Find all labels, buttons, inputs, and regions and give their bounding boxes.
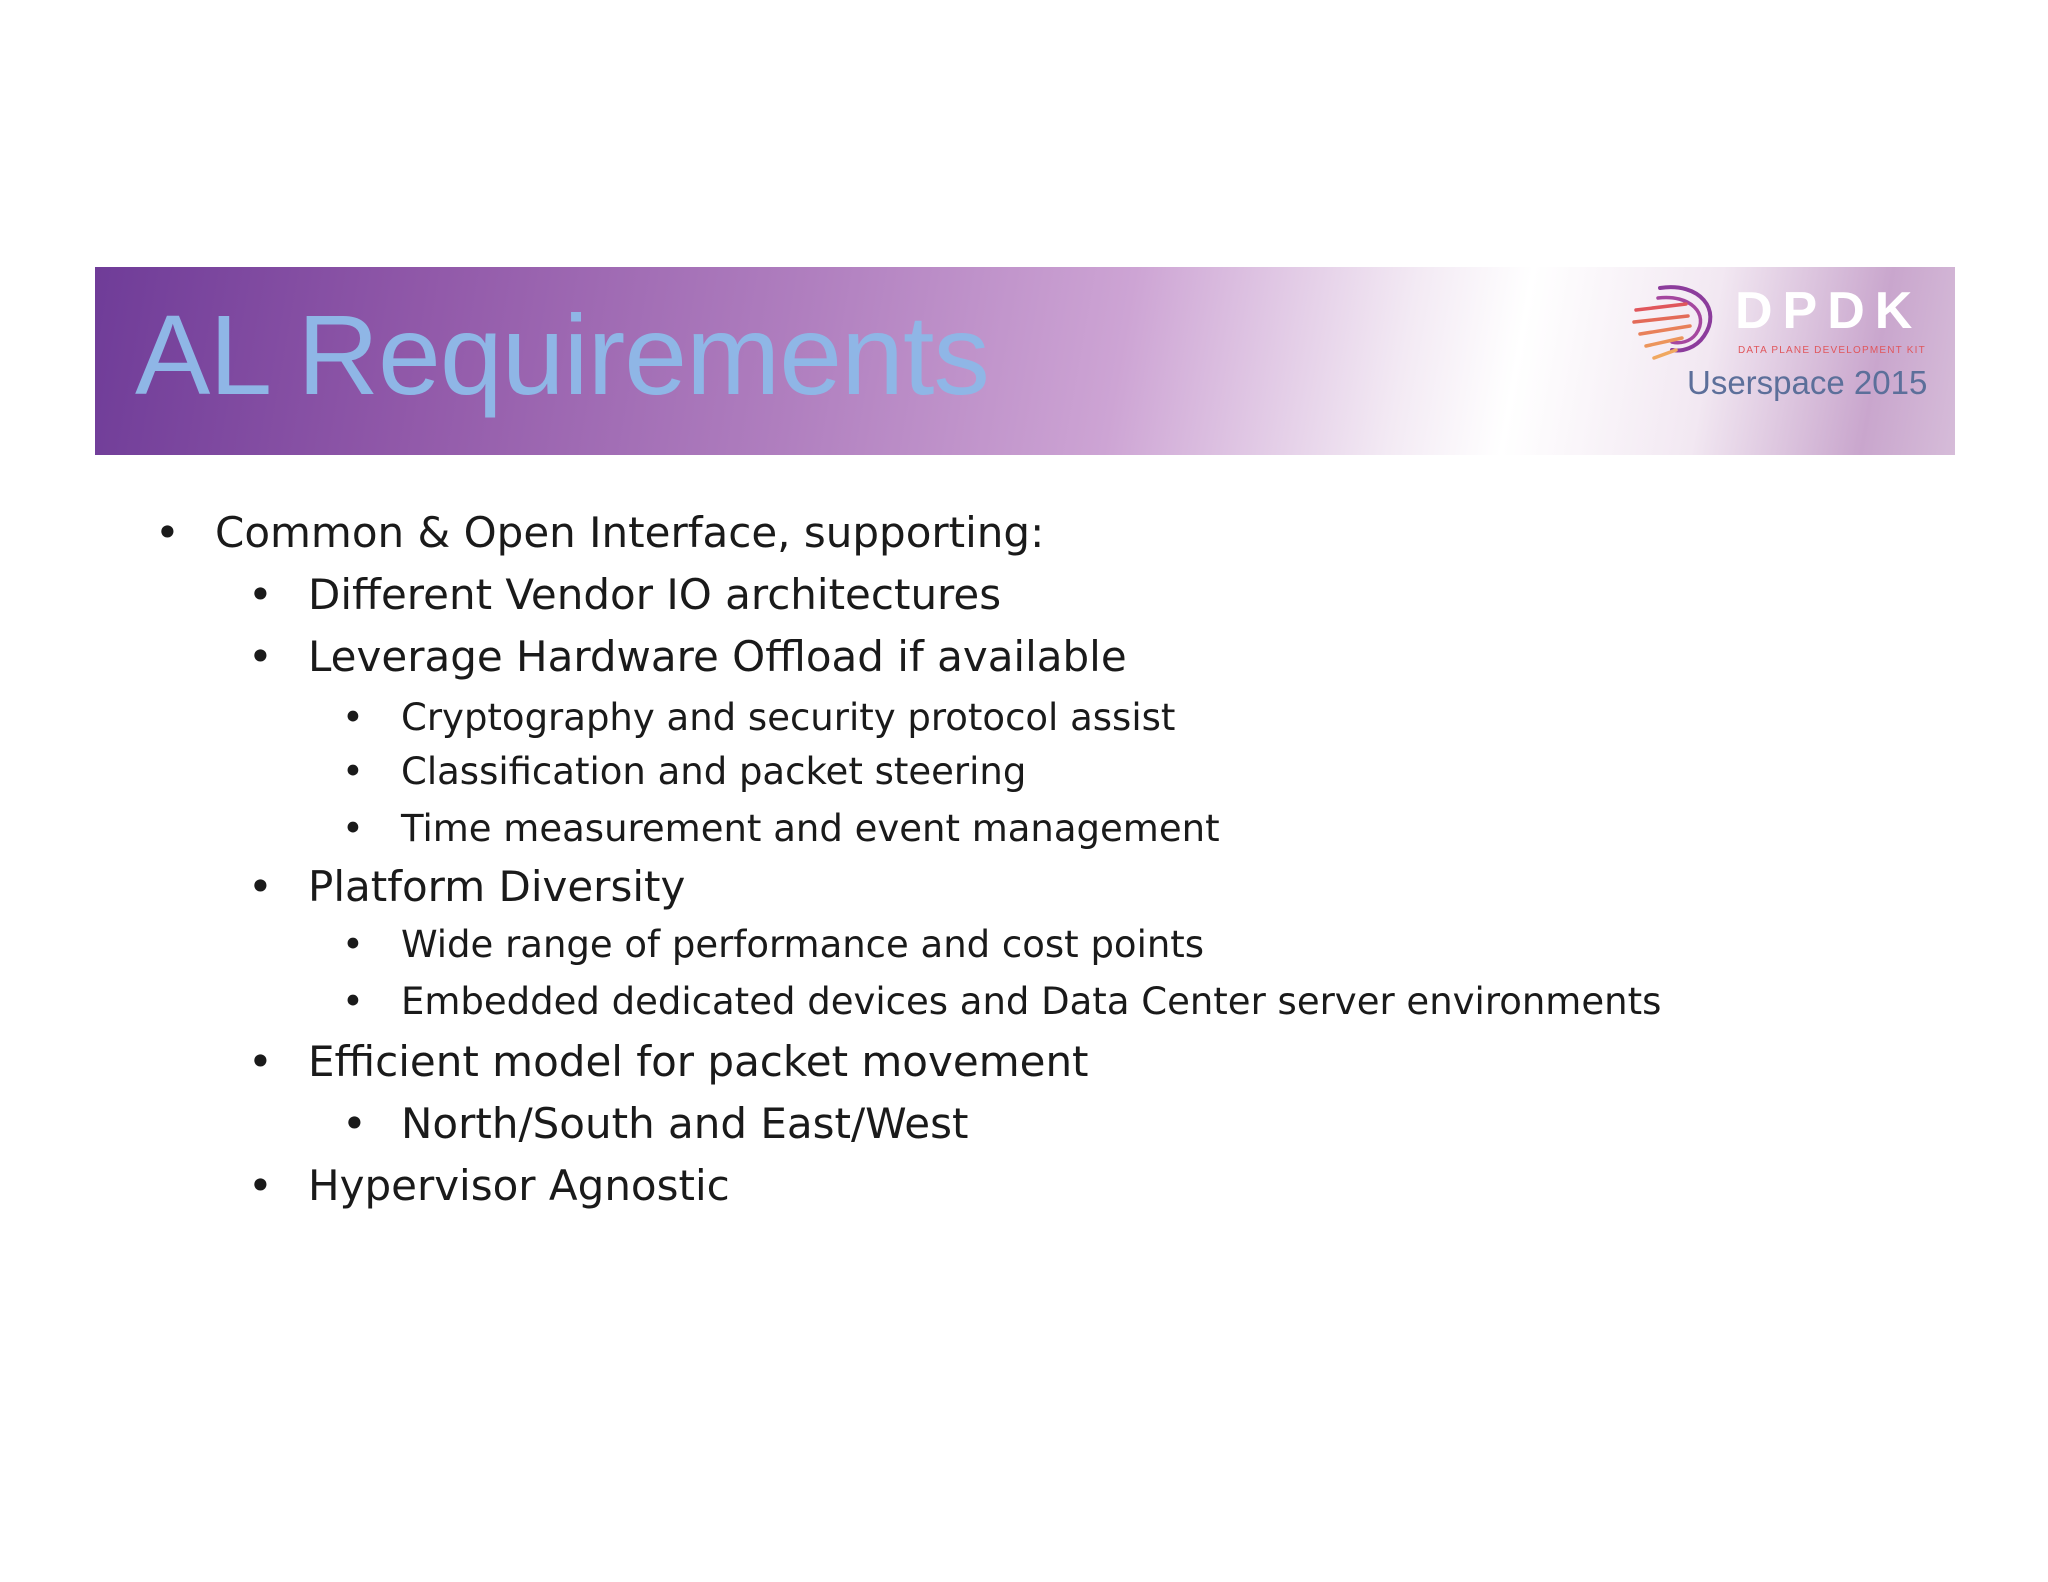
bullet-icon: • (248, 1161, 273, 1210)
dpdk-tagline: DATA PLANE DEVELOPMENT KIT (1738, 345, 1926, 356)
bullet-icon: • (248, 862, 273, 911)
event-label: Userspace 2015 (1687, 364, 1928, 401)
bullet-icon: • (155, 508, 180, 557)
bullet-icon: • (342, 750, 364, 793)
list-item-text: Efficient model for packet movement (308, 1037, 1089, 1086)
list-item-text: Classification and packet steering (401, 750, 1027, 793)
bullet-icon: • (248, 1037, 273, 1086)
list-item-text: Embedded dedicated devices and Data Center server environments (401, 980, 1662, 1023)
list-item-text: Time measurement and event management (401, 807, 1220, 850)
bullet-icon: • (342, 1099, 367, 1148)
slide-title: AL Requirements (135, 292, 989, 418)
bullet-icon: • (342, 696, 364, 739)
dpdk-logo (1630, 275, 1955, 410)
dpdk-wordmark: DPDK (1735, 282, 1923, 340)
list-item-text: Hypervisor Agnostic (308, 1161, 730, 1210)
bullet-icon: • (248, 570, 273, 619)
list-item-text: Platform Diversity (308, 862, 686, 911)
list-item-text: Different Vendor IO architectures (308, 570, 1002, 619)
list-item-text: Wide range of performance and cost points (401, 923, 1205, 966)
list-item-text: Common & Open Interface, supporting: (215, 508, 1045, 557)
bullet-icon: • (342, 807, 364, 850)
list-item-text: North/South and East/West (401, 1099, 969, 1148)
list-item-text: Leverage Hardware Offload if available (308, 632, 1127, 681)
bullet-icon: • (342, 923, 364, 966)
list-item-text: Cryptography and security protocol assist (401, 696, 1176, 739)
dpdk-swirl-icon (1630, 280, 1720, 362)
bullet-icon: • (342, 980, 364, 1023)
bullet-icon: • (248, 632, 273, 681)
